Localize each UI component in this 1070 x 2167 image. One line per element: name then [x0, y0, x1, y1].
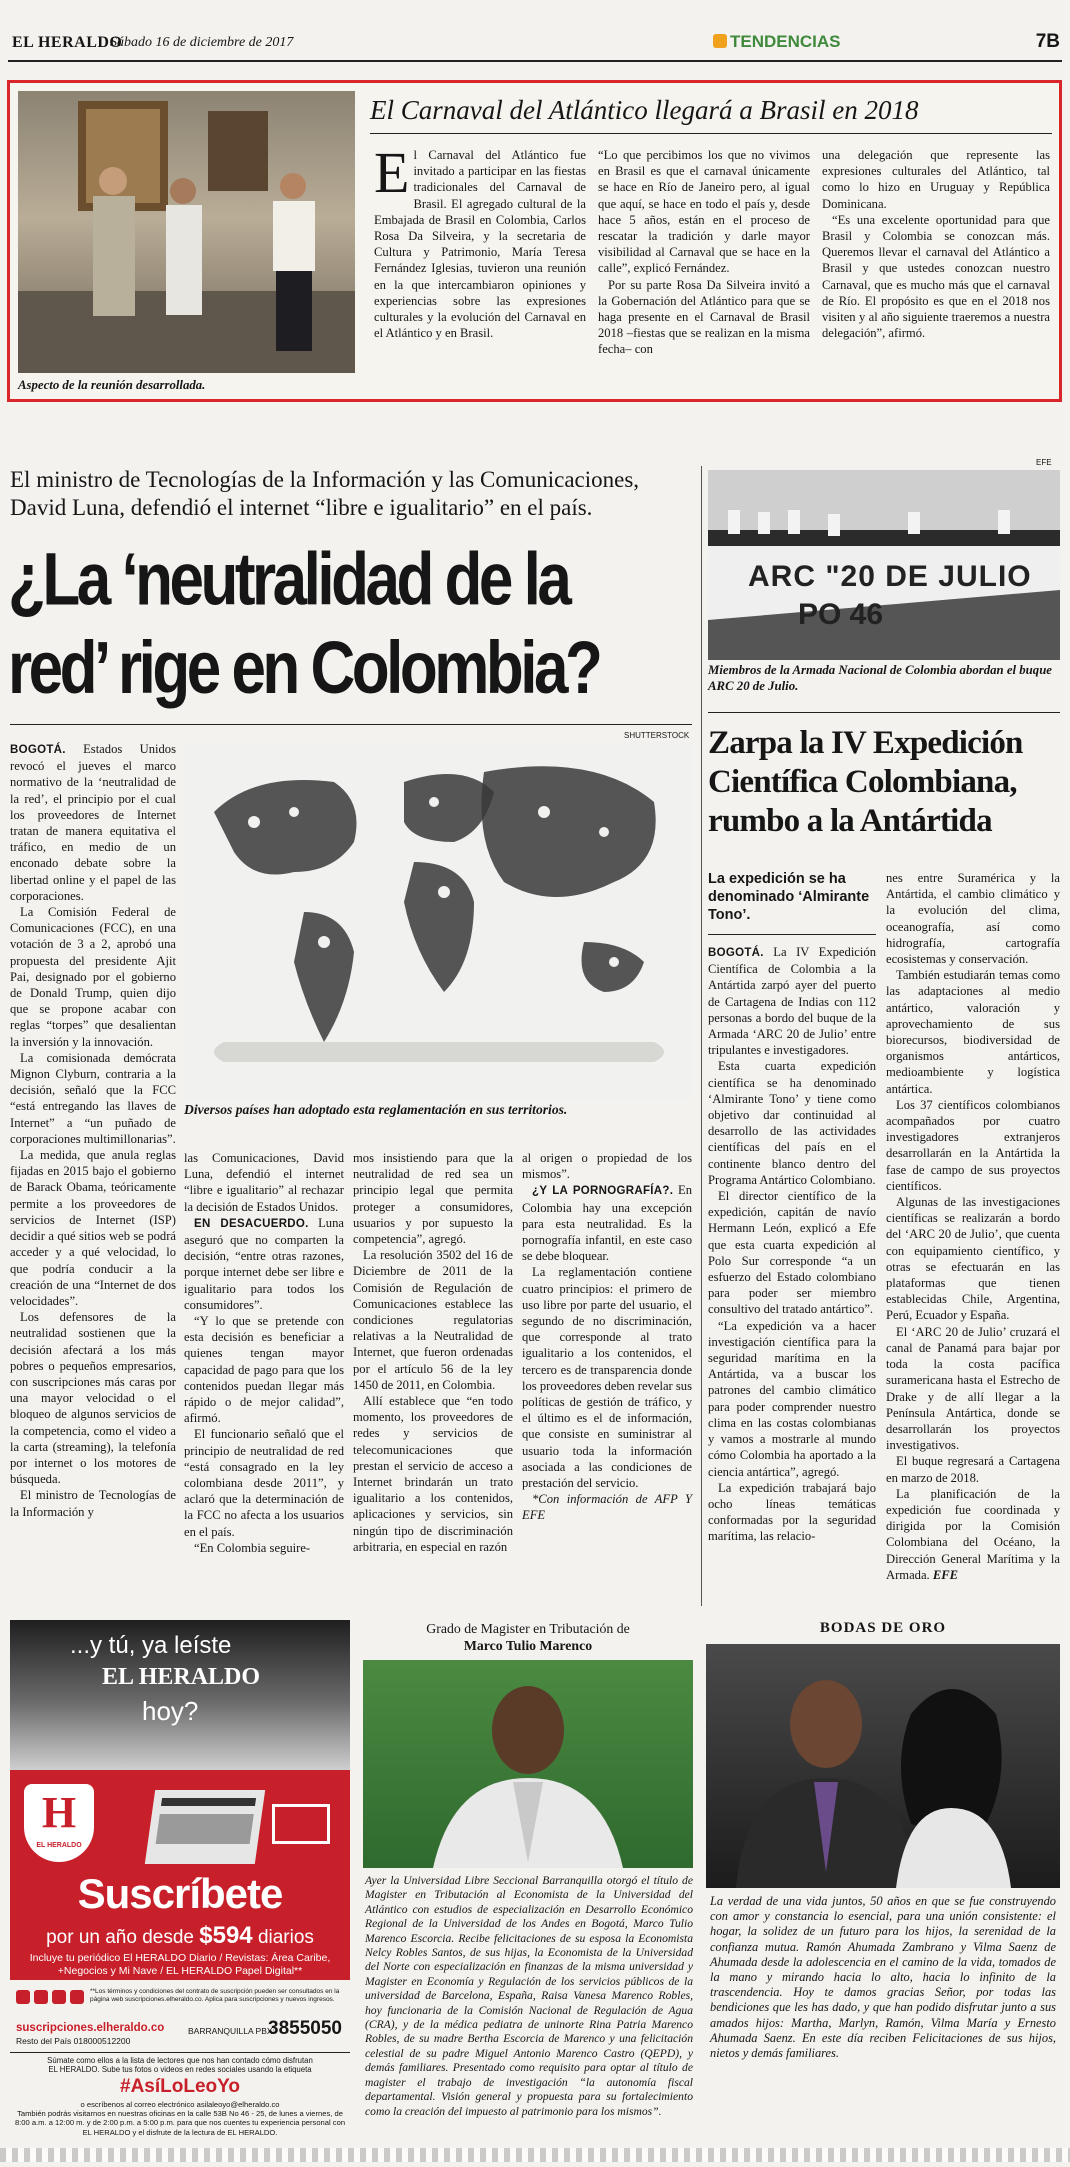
antartida-sub-rule	[708, 934, 876, 935]
neutralidad-caption: Diversos países han adoptado esta reglamentación en sus territorios.	[184, 1102, 568, 1117]
ad-rule	[10, 2052, 350, 2053]
ad-newspaper-image	[145, 1790, 265, 1864]
ad-info: Súmate como ellos a la lista de lectores que nos han contado cómo disfrutan EL HERALDO. Sube tus fotos o videos en redes sociales usando la etiqueta	[47, 2056, 313, 2075]
ship-photo	[708, 470, 1060, 660]
magister-photo	[363, 1660, 693, 1868]
ad-cta[interactable]: Suscríbete	[77, 1870, 283, 1917]
icons-map	[184, 742, 692, 1100]
drop-cap: E	[374, 140, 410, 205]
ad-red-panel	[10, 1770, 350, 1980]
headline-line-2: red’ rige en Colombia?	[8, 627, 600, 710]
ad-terms: **Los términos y condiciones del contrato de suscripción pueden ser consultados en la página web suscripciones.elheraldo.co. Aplica para suscripciones y nuevos ingresos.	[90, 1988, 340, 2003]
antartida-col2: nes entre Suramérica y la Antártida, el cambio climático y la evolución del clima, oceanografía, así como hidrografía, cartografía ecosistemas y conservación. También estudiarán temas como las adaptaciones al medio antártico, valoración y aprovechamiento de sus biorecursos, biodiversidad de organismos antárticos, medioambiente y logística antártica. Los 37 científicos colombianos acompañados por cuatro investigadores extranjeros desarrollarán en la Antártida la fase de campo de sus proyectos científicos. Algunas de las investigaciones científicas se realizarán a bordo del ‘ARC 20 de Julio’, que cuenta con equipamiento científico, y otras se efectuarán en las plataformas que tienen establecidas Chile, Argentina, Perú, Ecuador y España. El ‘ARC 20 de Julio’ cruzará el canal de Panamá para bajar por toda la costa pacífica suramericana hasta el Estrecho de Drake y de allí llegar a la Península Antártica, donde se desarrollarán los proyectos investigativos. El buque regresará a Cartagena en marzo de 2018. La planificación de la expedición fue coordinada y dirigida por la Comisión Colombiana del Océano, la Dirección General Marítima y la Armada. EFE	[886, 871, 1060, 1582]
neutralidad-credit: SHUTTERSTOCK	[624, 731, 690, 740]
column-divider	[701, 466, 702, 1606]
antartida-credit: EFE	[1036, 458, 1052, 467]
carnaval-title: El Carnaval del Atlántico llegará a Brasil en 2018	[370, 95, 919, 125]
subscription-ad[interactable]	[10, 1620, 350, 2090]
carnaval-col1: El Carnaval del Atlántico fue invitado a participar en las fiestas tradicionales del Carnaval de Brasil. El agregado cultural de la Embajada de Brasil en Colombia, Carlos Rosa Da Silveira, y la secretaria de Cultura y Patrimonio, María Teresa Fernández Iglesias, tuvieron una reunión en la que intercambiaron opiniones y experiencias sobre las expresiones culturales y la evolución del Carnaval en el Atlántico y en Brasil.	[374, 140, 586, 341]
page-number: 7B	[1035, 31, 1060, 52]
carnaval-title-rule	[370, 133, 1052, 134]
neutralidad-rule	[10, 724, 692, 725]
neutralidad-headline	[8, 536, 708, 714]
ad-hashtag[interactable]: #AsíLoLeoYo	[120, 2076, 240, 2097]
ad-price: $594	[199, 1922, 253, 1949]
section-icon	[713, 34, 727, 48]
antartida-col1: BOGOTÁ. La IV Expedición Científica de Colombia a la Antártida zarpó ayer del puerto de Cartagena de Indias con 112 personas a bordo del buque de la Armada ‘ARC 20 de Julio’ entre tripulantes e investigadores. Esta cuarta expedición científica se ha denominado ‘Almirante Tono’ y tiene como objetivo dar continuidad al desarrollo de las actividades científicas del país en el continente blanco dentro del Programa Antártico Colombiano. El director científico de la expedición, capitán de navío Hermann León, explicó a Efe que esta cuarta expedición al Polo Sur corresponde “a un esfuerzo del Estado colombiano para poder ser miembro consultivo del tratado antártico”. “La expedición va a hacer investigación científica para la seguridad marítima en la Antártida, va a buscar los patrones del cambio climático para poder comprender nuestro clima en las costas colombianas y vamos a mostrarle al mundo cómo Colombia ha aportado a la ciencia antártica”, agregó. La expedición trabajará bajo ocho líneas temáticas conformadas por la seguridad marítima, las relacio-	[708, 945, 876, 1544]
carnaval-photo	[18, 91, 355, 373]
ad-info-lower: o escríbenos al correo electrónico asilaleoyo@elheraldo.co También podrás visitarnos en nuestras oficinas en la calle 53B No 46 - 25, de lunes a viernes, de 8:00 a.m. a 12:00 m. y de 2:00 p.m. a 5:00 p.m. para que nos cuentes tu experiencia personal con EL HERALDO y el disfrute de la lectura de EL HERALDO.	[14, 2100, 346, 2137]
magister-notice	[357, 1620, 699, 2140]
ship-caption: Miembros de la Armada Nacional de Colombia abordan el buque ARC 20 de Julio.	[708, 663, 1052, 693]
ad-social-row	[10, 1986, 350, 2022]
magister-title: Grado de Magister en Tributación de Marco Tulio Marenco	[426, 1621, 630, 1653]
neutralidad-kicker: El ministro de Tecnologías de la Información y las Comunicaciones, David Luna, defendió el internet “libre e igualitario” en el país.	[10, 467, 640, 520]
ad-web[interactable]: suscripciones.elheraldo.co	[16, 2022, 165, 2034]
carnaval-article	[7, 80, 1062, 402]
instagram-icon[interactable]	[34, 1990, 48, 2004]
carnaval-caption: Aspecto de la reunión desarrollada.	[18, 378, 206, 392]
facebook-icon[interactable]	[16, 1990, 30, 2004]
logo-name: EL HERALDO	[36, 1842, 82, 1849]
bodas-text: La verdad de una vida juntos, 50 años en que se fue construyendo con amor y constancia lo esencial, para una unión consistente: el hogar, la solidez de un futuro para los hijos, la serenidad de la confianza mutua. Ramón Ahumada Zambrano y Vilma Saenz de Ahumada desde la adolescencia en el camino de la vida, tomados de la mano y mirando hacia lo alto, hacia lo infinito de la trascendencia. Hoy te damos gracias Señor, por todas las bendiciones que les has dado, y que han podido disfrutar junto a sus amados hijos: Martha, Marlyn, Ramón, Vilma María y Ernesto Ahumada Saenz. En este día reciben Felicitaciones de sus hijos, nietos y demás familiares.	[710, 1894, 1056, 2061]
ad-tagline-2: EL HERALDO	[102, 1664, 261, 1690]
bodas-notice	[706, 1620, 1060, 2140]
registration-bar	[0, 2148, 1070, 2162]
antartida-top-rule	[708, 712, 1060, 713]
heraldo-logo	[24, 1784, 94, 1862]
neutralidad-col3: mos insistiendo para que la neutralidad de red sea un principio legal que permita proteger a consumidores, usuarios y por supuesto la competencia”, agregó. La resolución 3502 del 16 de Diciembre de 2011 de la Comisión de Regulación de Comunicaciones establece las condiciones regulatorias relativas a la Neutralidad de Internet, que fueron ordenadas por el artículo 56 de la ley 1450 de 2011, en Colombia. Allí establece que “en todo momento, los proveedores de redes y servicios de telecomunicaciones que prestan el servicio de acceso a Internet brindarán un trato igualitario a los contenidos, aplicaciones y servicios, sin ningún tipo de discriminación arbitraria, en especial en razón	[353, 1151, 513, 1554]
ad-phone[interactable]: 3855050	[268, 2018, 342, 2039]
neutralidad-col1: BOGOTÁ. Estados Unidos revocó el jueves el marco normativo de la ‘neutralidad de la red’, el principio por el cual los proveedores de Internet tratan de manera equitativa el tráfico, en medio de un enconado debate sobre la libertad online y el papel de las corporaciones. La Comisión Federal de Comunicaciones (FCC), en una votación de 3 a 2, aprobó una propuesta del presidente Ajit Pai, designado por el gobierno de Donald Trump, quien dijo que se propone acabar con reglas “torpes” que desalientan la inversión y la innovación. La comisionada demócrata Mignon Clyburn, contraria a la decisión, señaló que la FCC “está entregando las llaves de Internet” a “un puñado de corporaciones multimillonarias”. La medida, que anula reglas fijadas en 2015 bajo el gobierno de Barack Obama, teóricamente permite a los proveedores de servicios de Internet (ISP) decidir a qué sitios web se podrá acceder y a qué velocidad, lo que podría conducir a la creación de una “Internet de dos velocidades”. Los defensores de la neutralidad sostienen que la decisión afectará a los más pobres o pequeños empresarios, con suscripciones más caras por una mayor velocidad o el bloqueo de algunos servicios de la competencia, como el video a la carta (streaming), la telefonía por internet o los motores de búsqueda. El ministro de Tecnologías de la Información y	[10, 742, 176, 1519]
ad-laptop-icon	[272, 1804, 330, 1844]
ad-price-line: por un año desde $594 diarios	[46, 1922, 314, 1949]
ad-sunset-banner	[10, 1620, 350, 1770]
youtube-icon[interactable]	[70, 1990, 84, 2004]
paper-name: EL HERALDO	[12, 34, 123, 51]
neutralidad-col2: las Comunicaciones, David Luna, defendió el internet “libre e igualitario” al rechazar la decisión de Estados Unidos. EN DESACUERDO. Luna aseguró que no comparten la decisión, “entre otras razones, porque internet debe ser libre e igualitario para todos los consumidores”. “Y lo que se pretende con esta decisión es beneficiar a quienes tengan mayor capacidad de pago para que los contenidos puedan llegar más rápido o de mejor calidad”, afirmó. El funcionario señaló que el principio de neutralidad de red “está consagrado en la ley colombiana desde 2011”, y aclaró que la determinación de la FCC no afecta a los usuarios en el país. “En Colombia seguire-	[184, 1151, 344, 1555]
ad-tagline-1: ...y tú, ya leíste	[70, 1632, 232, 1659]
ad-tagline-3: hoy?	[142, 1696, 199, 1726]
headline-line-1: ¿La ‘neutralidad de la	[8, 538, 569, 622]
section-name: TENDENCIAS	[713, 32, 841, 52]
meeting-scene	[18, 91, 355, 373]
ship-name-text: ARC "20 DE JULIO	[748, 560, 1032, 593]
header-date: Sábado 16 de diciembre de 2017	[110, 35, 294, 50]
antartida-headline: Zarpa la IV Expedición Científica Colombiana, rumbo a la Antártida	[708, 725, 1023, 839]
ad-rest-line: Resto del País 018000512200	[16, 2036, 131, 2046]
carnaval-col2: “Lo que percibimos los que no vivimos en Brasil es que el carnaval únicamente se hace en Río de Janeiro pero, al igual que aquí, se hace en todo el país y, desde hace 5 años, están en el proceso de rescatar la tradición y darle mayor visibilidad al Carnaval que se hace en la calle”, explicó Fernández. Por su parte Rosa Da Silveira invitó a la Gobernación del Atlántico para que se haga presente en el Carnaval de Brasil 2018 –fiestas que se realizan en la misma fecha– con	[598, 148, 810, 357]
twitter-icon[interactable]	[52, 1990, 66, 2004]
header-rule	[8, 60, 1062, 62]
magister-text: Ayer la Universidad Libre Seccional Barranquilla otorgó el título de Magister en Tributación al Economista de la Universidad del Atlántico con estudios de especialización en Desarrollo Económico Regional de la Universidad de los Andes en Bogotá, Marco Tulio Marenco Escorcia. Recibe felicitaciones de su esposa la Economista Nelcy Robles Santos, de sus hijas, la Economista de la Universidad del Norte con especialización en finanzas de la misma universidad y Magister en Economía y Regulación de los servicios públicos de la universidad de Barcelona, España, Raisa Vanesa Marenco Robles, hoy funcionaria de la Comisión Nacional de Regulación de Agua (CRA), y de la médica pediatra de uninorte Rina Patria Marenco Robles, de su madre Bertha Escorcia de Marenco y una felicitación celestial de su padre Miguel Antonio Marenco Castro (QEPD), y demás familiares. Presentado como requisito para optar al título de magister el trabajo de investigación “la autonomía fiscal departamental. Visión general y propuesta para su fortalecimiento como la creación del impuesto al patrimonio para los mismos”.	[365, 1874, 693, 2118]
bodas-title: BODAS DE ORO	[819, 1620, 947, 1636]
ad-includes: Incluye tu periódico El HERALDO Diario / Revistas: Área Caribe, +Negocios y Mi Nave / EL HERALDO Papel Digital**	[29, 1952, 331, 1977]
portrait-couple	[706, 1644, 1060, 1888]
ad-phone-label: BARRANQUILLA PBX:	[188, 2026, 275, 2036]
bodas-photo	[706, 1644, 1060, 1888]
world-map-illustration	[184, 742, 692, 1100]
ship-hull-number: PO 46	[798, 598, 884, 631]
portrait-man	[363, 1660, 693, 1868]
neutralidad-col4: al origen o propiedad de los mismos”. ¿Y LA PORNOGRAFÍA?. En Colombia hay una excepción para esta neutralidad. Es la pornografía infantil, en este caso se debe bloquear. La reglamentación contiene cuatro principios: el primero de uso libre por parte del usuario, el segundo de no discriminación, que corresponde al trato igualitario a los contenidos, el tercero es de transparencia donde los proveedores deben revelar sus políticas de gestión de tráfico, y el último es el de información, que consiste en suministrar al usuario toda la información asociada a las condiciones de prestación del servicio. *Con información de AFP Y EFE	[522, 1151, 692, 1523]
carnaval-col3: una delegación que represente las expresiones culturales del Atlántico, tal como lo hizo en Uruguay y República Dominicana. “Es una excelente oportunidad para que Brasil y Colombia se conozcan más. Queremos llevar el carnaval del Atlántico a Brasil y que ustedes conozcan nuestro Carnaval, que es mucho más que el carnaval de Río. El propósito es que en el 2018 nos visiten y al año siguiente traeremos a nuestra delegación”, afirmó.	[822, 148, 1050, 341]
antartida-subhead: La expedición se ha denominado ‘Almirante Tono’.	[708, 871, 870, 923]
page-header	[8, 26, 1062, 62]
logo-letter: H	[41, 1788, 77, 1837]
